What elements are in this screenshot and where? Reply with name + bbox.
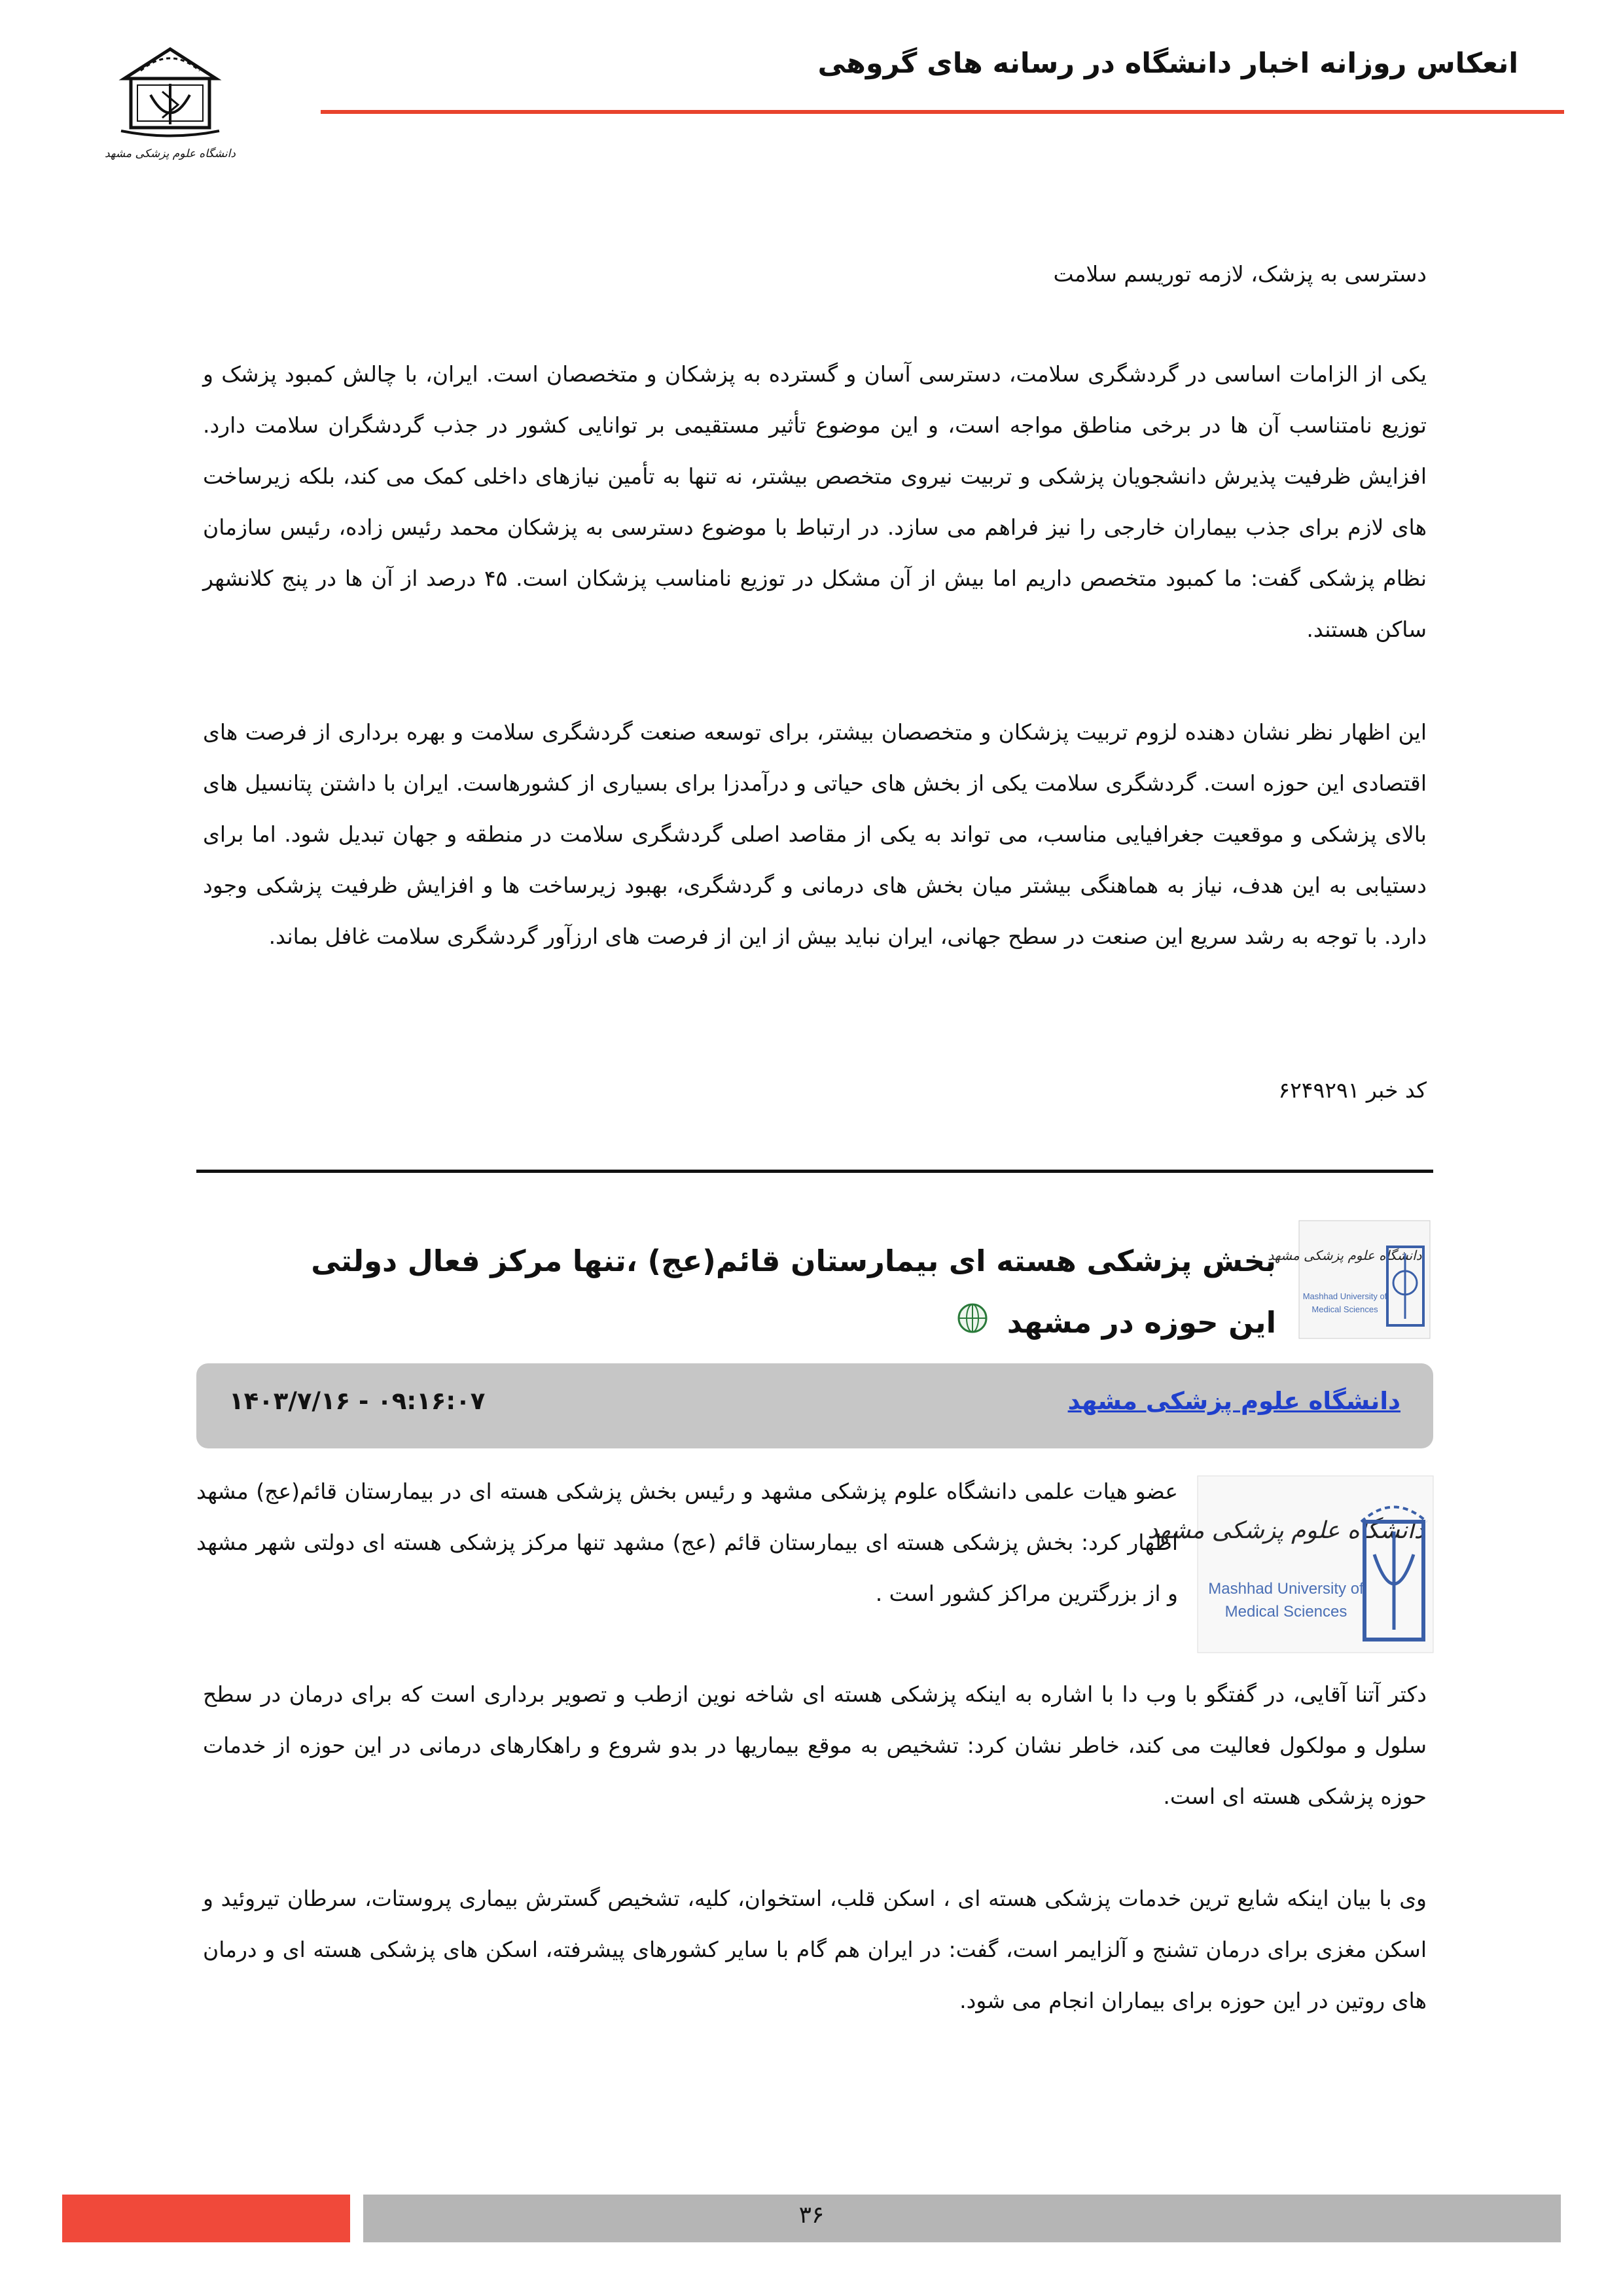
article-paragraph: دکتر آتنا آقایی، در گفتگو با وب دا با اشاره به اینکه پزشکی هسته ای شاخه نوین ازطب و تصویر برداری است که برای درمان در سطح سلول و مولکول فعالیت می کند، خاطر نشان کرد: تشخیص به موقع بیماریها در بدو شروع و راهکارهای درمانی در این حوزه از خدمات حوزه پزشکی هسته ای است. xyxy=(203,1681,1427,1809)
svg-text:Mashhad University of: Mashhad University of xyxy=(1208,1580,1364,1598)
svg-text:دانشگاه علوم پزشکی مشهد: دانشگاه علوم پزشکی مشهد xyxy=(105,147,236,160)
svg-text:دانشگاه علوم پزشکی مشهد: دانشگاه علوم پزشکی مشهد xyxy=(1147,1517,1425,1544)
article-thumbnail xyxy=(1268,1221,1430,1338)
footer-bar xyxy=(363,2195,1561,2242)
page-header-title: انعکاس روزانه اخبار دانشگاه در رسانه های گروهی xyxy=(817,47,1518,80)
svg-text:Medical Sciences: Medical Sciences xyxy=(1224,1603,1347,1621)
article-paragraph: یکی از الزامات اساسی در گردشگری سلامت، دسترسی آسان و گسترده به پزشکان و متخصصان است. ایران، با چالش کمبود پزشک و توزیع نامتناسب آن ها در برخی مناطق مواجه است، و این موضوع تأثیر مستقیمی بر توانایی کشور در جذب گردشگران سلامت دارد. افزایش ظرفیت پذیرش دانشجویان پزشکی و تربیت نیروی متخصص بیشتر، نه تنها به تأمین نیازهای داخلی کمک می کند، بلکه زیرساخت های لازم برای جذب بیماران خارجی را نیز فراهم می سازد. در ارتباط با موضوع دسترسی به پزشکان محمد رئیس زاده، رئیس سازمان نظام پزشکی گفت: ما کمبود متخصص داریم اما بیش از آن مشکل در توزیع نامناسب پزشکان است. ۴۵ درصد از آن ها در پنج کلانشهر ساکن هستند. xyxy=(203,361,1427,642)
article-heading: دسترسی به پزشک، لازمه توریسم سلامت xyxy=(1053,261,1427,287)
article-meta-bar xyxy=(196,1363,1433,1448)
article-lead: عضو هیات علمی دانشگاه علوم پزشکی مشهد و رئیس بخش پزشکی هسته ای در بیمارستان قائم(عج) مشهد اظهار کرد: بخش پزشکی هسته ای بیمارستان قائم (عج) مشهد تنها مرکز پزشکی هسته ای دولتی شهر مشهد و از بزرگترین مراکز کشور است . xyxy=(196,1479,1178,1606)
footer-accent-bar xyxy=(62,2195,350,2242)
page-number: ۳۶ xyxy=(798,2202,825,2229)
university-logo xyxy=(105,33,236,164)
article-title[interactable] xyxy=(262,1230,1276,1355)
globe-icon[interactable] xyxy=(956,1294,989,1355)
section-divider xyxy=(196,1170,1433,1173)
svg-text:Mashhad University of: Mashhad University of xyxy=(1302,1291,1387,1301)
article-paragraph: این اظهار نظر نشان دهنده لزوم تربیت پزشکان و متخصصان بیشتر، برای توسعه صنعت گردشگری سلامت و بهره برداری از فرصت های اقتصادی این حوزه است. گردشگری سلامت یکی از بخش های حیاتی و درآمدزا برای بسیاری از کشورهاست. ایران با داشتن پتانسیل های بالای پزشکی و موقعیت جغرافیایی مناسب، می تواند به یکی از مقاصد اصلی گردشگری سلامت در منطقه و جهان تبدیل شود. اما برای دستیابی به این هدف، نیاز به هماهنگی بیشتر میان بخش های درمانی و گردشگری، بهبود زیرساخت ها و افزایش ظرفیت پزشکی وجود دارد. با توجه به رشد سریع این صنعت در سطح جهانی، ایران نباید بیش از این از فرصت های ارزآور گردشگری سلامت غافل بماند. xyxy=(203,719,1427,949)
news-code: کد خبر ۶۲۴۹۲۹۱ xyxy=(1278,1077,1427,1103)
source-link[interactable]: دانشگاه علوم پزشکی مشهد xyxy=(1067,1387,1400,1415)
article-title-text[interactable]: بخش پزشکی هسته ای بیمارستان قائم(عج) ،تنها مرکز فعال دولتی این حوزه در مشهد xyxy=(311,1244,1276,1340)
header-divider xyxy=(321,110,1564,114)
svg-text:Medical Sciences: Medical Sciences xyxy=(1311,1304,1378,1314)
publish-datetime: ۱۴۰۳/۷/۱۶ - ۰۹:۱۶:۰۷ xyxy=(229,1387,486,1415)
article-paragraph: وی با بیان اینکه شایع ترین خدمات پزشکی هسته ای ، اسکن قلب، استخوان، کلیه، تشخیص گسترش بیماری پروستات، سرطان تیروئید و اسکن مغزی برای درمان تشنج و آلزایمر است، گفت: در ایران هم گام با سایر کشورهای پیشرفته، اسکن های پزشکی هسته ای و درمان های روتین در این حوزه برای بیماران انجام می شود. xyxy=(203,1886,1427,2013)
lead-image xyxy=(1147,1476,1433,1653)
svg-text:دانشگاه علوم پزشکی مشهد: دانشگاه علوم پزشکی مشهد xyxy=(1268,1247,1422,1263)
